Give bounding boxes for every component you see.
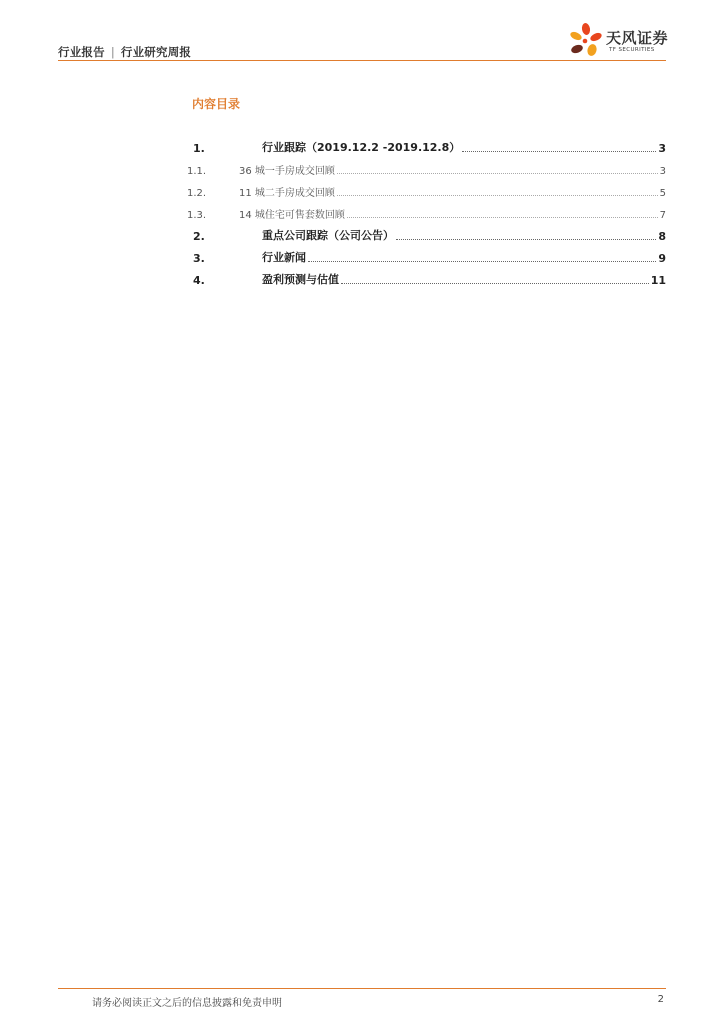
toc-entry-number: 4. [193,274,205,287]
toc-entry-label: 行业跟踪（2019.12.2 -2019.12.8） [262,141,461,154]
toc-entry[interactable] [186,225,666,245]
toc-entry-page: 3 [658,142,666,155]
toc-entry-label: 行业新闻 [262,251,306,264]
toc-entry-label: 14 城住宅可售套数回顾 [239,210,345,221]
toc-entry-number: 2. [193,230,205,243]
toc-entry-number: 1.1. [187,166,207,177]
toc-entry-label: 11 城二手房成交回顾 [239,188,335,199]
toc-entry[interactable] [186,269,666,289]
toc-entry[interactable] [186,137,666,157]
toc-entry-label: 36 城一手房成交回顾 [239,166,335,177]
toc-entry-label: 重点公司跟踪（公司公告） [262,229,394,242]
toc-entry-page: 9 [658,252,666,265]
toc-dot-leader [308,261,656,262]
toc-entry-number: 3. [193,252,205,265]
toc-entry-label: 盈利预测与估值 [262,273,339,286]
toc-dot-leader [347,217,658,218]
footer-divider [58,988,666,989]
toc-dot-leader [337,195,658,196]
header-separator: | [110,45,115,59]
toc-entry-page: 7 [659,210,666,221]
report-category: 行业报告 [58,45,105,59]
tf-securities-logo [568,22,678,62]
toc-entry-page: 8 [658,230,666,243]
logo-name-cn: 天风证券 [606,29,669,47]
toc-entry-number: 1.2. [187,188,207,199]
toc-entry-page: 3 [659,166,666,177]
toc-title: 内容目录 [192,97,241,111]
toc-entry-number: 1. [193,142,205,155]
toc-entry-page: 11 [650,274,666,287]
header-divider [58,60,666,61]
logo-name-en: TF SECURITIES [609,47,655,53]
tf-securities-logo-icon [568,22,608,62]
toc-entry-page: 5 [659,188,666,199]
toc-entry[interactable] [186,247,666,267]
toc-entry-number: 1.3. [187,210,207,221]
report-subcategory: 行业研究周报 [120,45,192,59]
toc-dot-leader [341,283,649,284]
toc-dot-leader [396,239,656,240]
page-number: 2 [657,994,664,1005]
toc-entry[interactable] [186,203,666,223]
toc-dot-leader [462,151,656,152]
footer-disclaimer: 请务必阅读正文之后的信息披露和免责申明 [92,998,282,1009]
report-header [58,44,191,60]
toc-dot-leader [337,173,658,174]
toc-entry[interactable] [186,181,666,201]
toc-entry[interactable] [186,159,666,179]
